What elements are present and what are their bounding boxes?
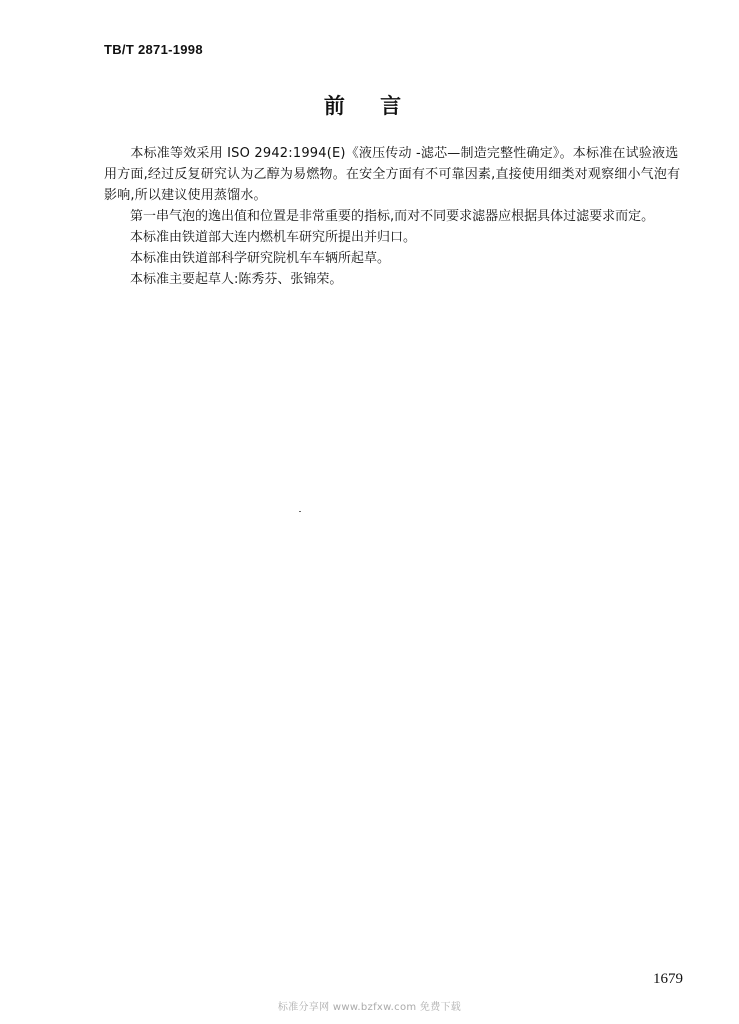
standard-number: TB/T 2871-1998 bbox=[104, 42, 203, 57]
paragraph-1: 本标准等效采用 ISO 2942:1994(E)《液压传动 -滤芯—制造完整性确定》。本标准在试验液选用方面,经过反复研究认为乙醇为易燃物。在安全方面有不可靠因素,直接使用细类对观察细小气泡有影响,所以建议使用蒸馏水。 bbox=[104, 146, 681, 203]
paragraph-4: 本标准由铁道部科学研究院机车车辆所起草。 bbox=[104, 251, 391, 266]
foreword-body bbox=[104, 143, 688, 290]
page-title: 前 言 bbox=[323, 94, 416, 118]
watermark-footer: 标准分享网 www.bzfxw.com 免费下载 bbox=[277, 1002, 462, 1013]
paragraph-3: 本标准由铁道部大连内燃机车研究所提出并归口。 bbox=[104, 230, 417, 245]
paragraph-5: 本标准主要起草人:陈秀芬、张锦荣。 bbox=[104, 272, 343, 287]
stray-mark bbox=[299, 511, 301, 512]
page-number: 1679 bbox=[653, 971, 683, 987]
paragraph-2: 第一串气泡的逸出值和位置是非常重要的指标,而对不同要求滤器应根据具体过滤要求而定。 bbox=[104, 209, 655, 224]
